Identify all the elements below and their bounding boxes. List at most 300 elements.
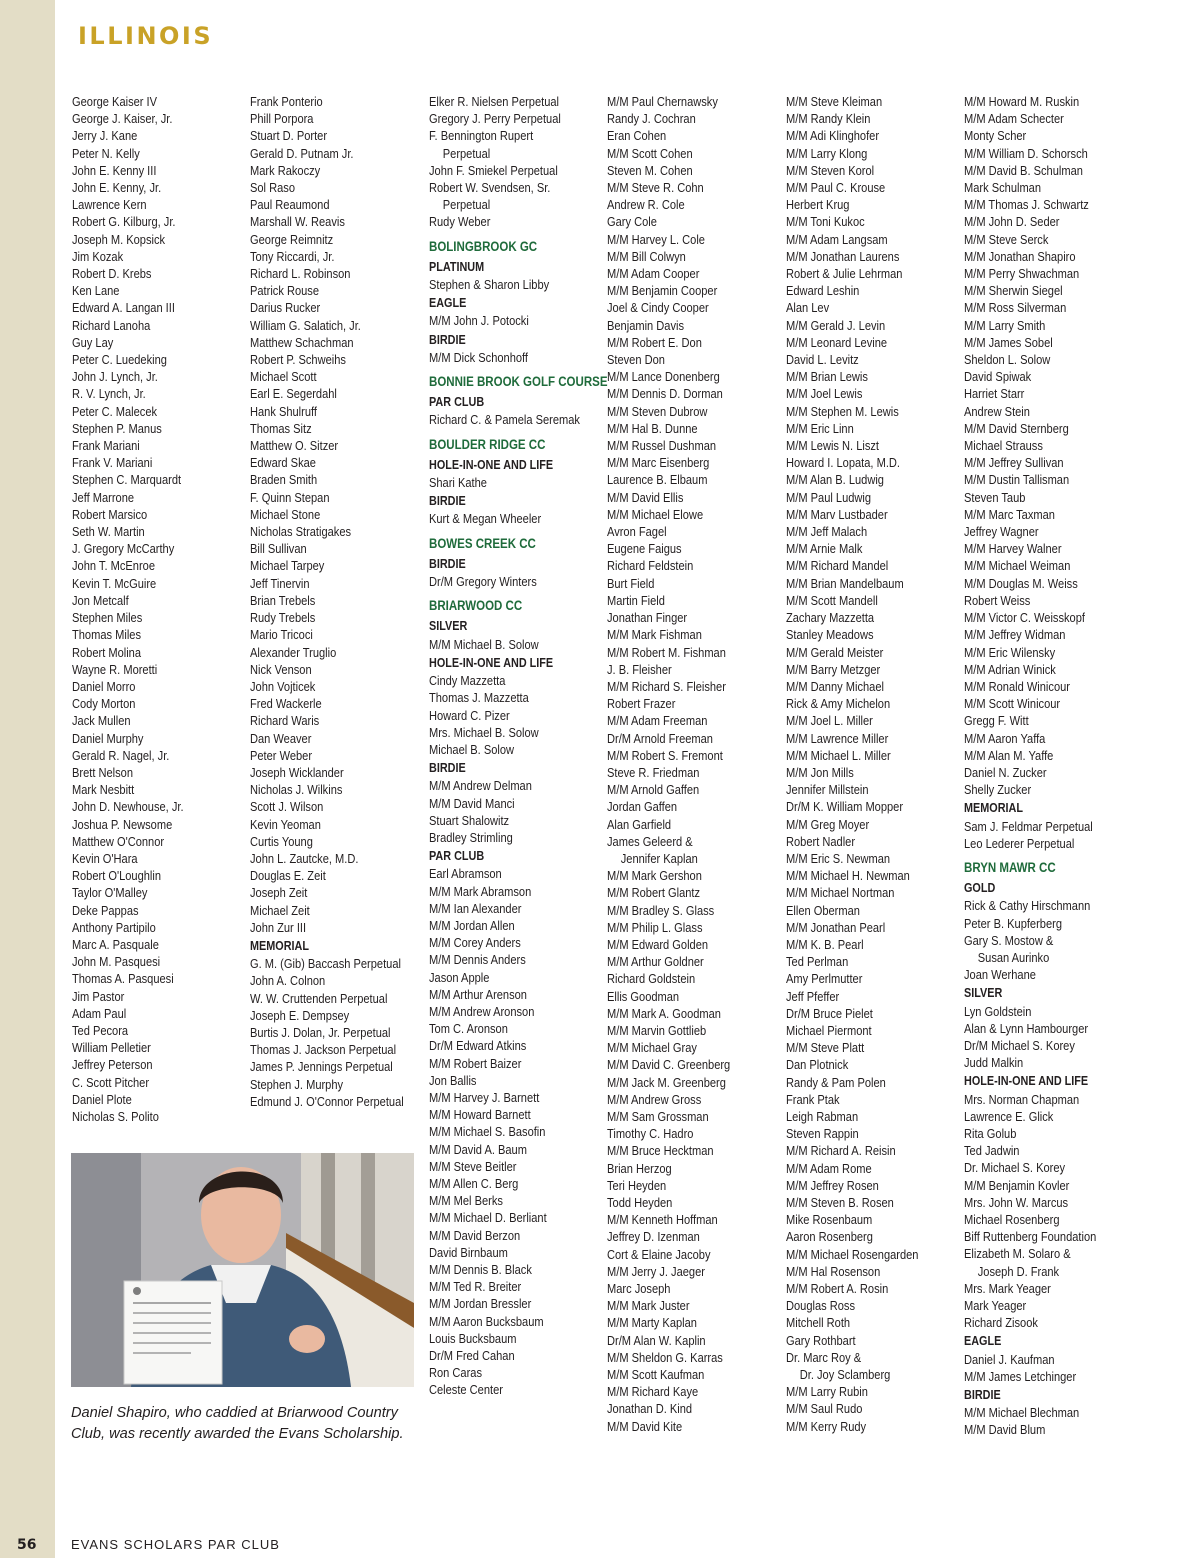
donor-name: Douglas Ross — [786, 1298, 856, 1314]
donor-name: Nicholas Stratigakes — [250, 524, 352, 540]
donor-name: M/M Benjamin Kovler — [964, 1177, 1070, 1193]
donor-name: W. W. Cruttenden Perpetual — [250, 990, 388, 1006]
donor-name: M/M Michael B. Solow — [429, 636, 539, 652]
donor-name: Matthew O. Sitzer — [250, 438, 339, 454]
donor-name: Stephen Miles — [72, 610, 143, 626]
club-heading: BONNIE BROOK GOLF COURSE — [429, 374, 608, 390]
donor-name: M/M Larry Smith — [964, 317, 1046, 333]
donor-name-continuation: Susan Aurinko — [977, 949, 1050, 965]
donor-name: Jeffrey Wagner — [964, 524, 1039, 540]
donor-name: Richard Lanoha — [72, 317, 151, 333]
scholar-photo — [71, 1153, 414, 1387]
donor-name: M/M Alan B. Ludwig — [786, 472, 884, 488]
donor-name: Steven Rappin — [786, 1126, 859, 1142]
donor-name: Jeff Marrone — [72, 489, 135, 505]
donor-name: M/M Joel Lewis — [786, 386, 863, 402]
donor-name: Nicholas J. Wilkins — [250, 782, 343, 798]
donor-name: Benjamin Davis — [607, 317, 685, 333]
donor-name: M/M Eric Wilensky — [964, 644, 1056, 660]
donor-name: Dr/M K. William Mopper — [786, 799, 904, 815]
donor-name: Matthew Schachman — [250, 334, 354, 350]
donor-name: M/M Jonathan Pearl — [786, 919, 886, 935]
donor-name: Joseph E. Dempsey — [250, 1007, 350, 1023]
donor-name: Celeste Center — [429, 1382, 503, 1398]
donor-name: Stanley Meadows — [786, 627, 874, 643]
donor-name: Ted Pecora — [72, 1022, 129, 1038]
donor-name: Leigh Rabman — [786, 1108, 859, 1124]
giving-level-heading: EAGLE — [964, 1334, 1002, 1349]
donor-name: M/M Arthur Arenson — [429, 986, 527, 1002]
donor-name: M/M Harvey J. Barnett — [429, 1089, 540, 1105]
donor-column-1 — [72, 93, 223, 1125]
donor-name: M/M William D. Schorsch — [964, 145, 1088, 161]
donor-name: Scott J. Wilson — [250, 799, 324, 815]
donor-name: John E. Kenny III — [72, 162, 157, 178]
donor-name: Laurence B. Elbaum — [607, 472, 708, 488]
donor-name: M/M Adrian Winick — [964, 661, 1056, 677]
donor-name: M/M David Berzon — [429, 1227, 521, 1243]
giving-level-heading: BIRDIE — [429, 494, 466, 509]
donor-name: M/M Scott Mandell — [786, 592, 878, 608]
club-heading: BOWES CREEK CC — [429, 535, 536, 551]
donor-name: M/M Robert Glantz — [607, 885, 701, 901]
donor-name: M/M Bradley S. Glass — [607, 902, 715, 918]
donor-name: John E. Kenny, Jr. — [72, 180, 162, 196]
donor-name: Cody Morton — [72, 696, 136, 712]
donor-name: Frank Mariani — [72, 438, 140, 454]
donor-name: M/M Andrew Aronson — [429, 1003, 535, 1019]
donor-name: George J. Kaiser, Jr. — [72, 111, 173, 127]
donor-name: David Birnbaum — [429, 1244, 508, 1260]
donor-name: Mrs. John W. Marcus — [964, 1194, 1069, 1210]
donor-name: M/M Bruce Hecktman — [607, 1143, 714, 1159]
donor-name: Jon Ballis — [429, 1072, 477, 1088]
donor-name: Michael Zeit — [250, 902, 310, 918]
donor-name: Brian Herzog — [607, 1160, 672, 1176]
donor-name: Jeff Tinervin — [250, 575, 310, 591]
donor-name: Eran Cohen — [607, 128, 667, 144]
donor-name: M/M Aaron Bucksbaum — [429, 1313, 544, 1329]
donor-name: Thomas A. Pasquesi — [72, 971, 174, 987]
donor-name: Rudy Weber — [429, 214, 491, 230]
donor-name: Aaron Rosenberg — [786, 1229, 873, 1245]
donor-name: M/M Lawrence Miller — [786, 730, 889, 746]
donor-name: M/M Ian Alexander — [429, 900, 522, 916]
donor-name: Frank Ponterio — [250, 94, 323, 109]
donor-name: M/M Sheldon G. Karras — [607, 1349, 723, 1365]
donor-name: M/M Eric S. Newman — [786, 850, 891, 866]
donor-name: Patrick Rouse — [250, 283, 320, 299]
donor-name: Thomas J. Mazzetta — [429, 690, 529, 706]
donor-name: Jerry J. Kane — [72, 128, 138, 144]
donor-name: Gerald D. Putnam Jr. — [250, 145, 354, 161]
donor-name: Edward Leshin — [786, 283, 860, 299]
club-heading: BOLINGBROOK GC — [429, 238, 538, 254]
donor-name: Peter B. Kupferberg — [964, 915, 1062, 931]
donor-name: Richard Zisook — [964, 1315, 1038, 1331]
donor-name: Rick & Amy Michelon — [786, 696, 891, 712]
donor-name: M/M Eric Linn — [786, 420, 854, 436]
donor-name: Andrew Stein — [964, 403, 1030, 419]
donor-name: M/M Michael Gray — [607, 1040, 697, 1056]
donor-name: M/M Michael D. Berliant — [429, 1210, 547, 1226]
donor-name: Kevin O'Hara — [72, 850, 138, 866]
donor-name: William G. Salatich, Jr. — [250, 317, 361, 333]
donor-name: Peter Weber — [250, 747, 313, 763]
donor-name: M/M Douglas M. Weiss — [964, 575, 1078, 591]
donor-name: M/M Adam Freeman — [607, 713, 708, 729]
donor-name: M/M Ronald Winicour — [964, 678, 1070, 694]
donor-name: M/M Aaron Yaffa — [964, 730, 1046, 746]
donor-name: Robert Nadler — [786, 833, 856, 849]
donor-name: Cindy Mazzetta — [429, 673, 506, 689]
donor-name: Marc A. Pasquale — [72, 936, 159, 952]
donor-name: Joseph M. Kopsick — [72, 231, 166, 247]
donor-name: Michael B. Solow — [429, 741, 515, 757]
donor-name: Jon Metcalf — [72, 592, 129, 608]
giving-level-heading: HOLE-IN-ONE AND LIFE — [964, 1074, 1089, 1089]
donor-name: M/M Adam Langsam — [786, 231, 888, 247]
donor-name: Richard Waris — [250, 713, 320, 729]
donor-name: M/M Larry Klong — [786, 145, 868, 161]
donor-name: Dan Plotnick — [786, 1057, 849, 1073]
donor-name: Alan Garfield — [607, 816, 672, 832]
donor-name: Anthony Partipilo — [72, 919, 156, 935]
donor-name: M/M Marty Kaplan — [607, 1315, 697, 1331]
donor-name: Robert D. Krebs — [72, 266, 152, 282]
donor-name: Rick & Cathy Hirschmann — [964, 898, 1091, 914]
donor-name: M/M Jeff Malach — [786, 524, 868, 540]
donor-name: Ellen Oberman — [786, 902, 860, 918]
donor-name: Howard I. Lopata, M.D. — [786, 455, 900, 471]
donor-name: Tony Riccardi, Jr. — [250, 248, 335, 264]
donor-name: Amy Perlmutter — [786, 971, 863, 987]
donor-name: M/M Jordan Bressler — [429, 1296, 532, 1312]
giving-level-heading: MEMORIAL — [250, 938, 309, 953]
donor-name: Dr/M Edward Atkins — [429, 1038, 527, 1054]
donor-name: M/M Jack M. Greenberg — [607, 1074, 726, 1090]
donor-name: Darius Rucker — [250, 300, 321, 316]
donor-name: M/M Paul Chernawsky — [607, 94, 718, 109]
donor-name: M/M Mark A. Goodman — [607, 1005, 721, 1021]
donor-name: M/M David C. Greenberg — [607, 1057, 731, 1073]
state-heading: ILLINOIS — [78, 22, 214, 50]
donor-name: Marshall W. Reavis — [250, 214, 345, 230]
donor-name: M/M John D. Seder — [964, 214, 1060, 230]
giving-level-heading: BIRDIE — [429, 556, 466, 571]
donor-name: M/M Brian Mandelbaum — [786, 575, 904, 591]
donor-name: Jeff Pfeffer — [786, 988, 840, 1004]
donor-name: Gerald R. Nagel, Jr. — [72, 747, 170, 763]
donor-name: M/M Jeffrey Sullivan — [964, 455, 1064, 471]
donor-name: M/M Steve Platt — [786, 1040, 865, 1056]
donor-column-6 — [964, 93, 1115, 1439]
donor-name: M/M Sherwin Siegel — [964, 283, 1063, 299]
donor-name: M/M David Sternberg — [964, 420, 1069, 436]
donor-name: M/M James Letchinger — [964, 1368, 1077, 1384]
donor-name: J. B. Fleisher — [607, 661, 672, 677]
donor-name: Rudy Trebels — [250, 610, 316, 626]
donor-name: Michael Scott — [250, 369, 317, 385]
donor-name: M/M Corey Anders — [429, 935, 521, 951]
club-heading: BRYN MAWR CC — [964, 859, 1056, 875]
donor-name: M/M Andrew Delman — [429, 778, 532, 794]
giving-level-heading: HOLE-IN-ONE AND LIFE — [429, 457, 554, 472]
donor-column-2 — [250, 93, 404, 1110]
donor-name: Kurt & Megan Wheeler — [429, 511, 542, 527]
donor-name: Dr/M Gregory Winters — [429, 574, 537, 590]
donor-name: Edward Skae — [250, 455, 316, 471]
donor-name: Daniel J. Kaufman — [964, 1351, 1055, 1367]
donor-name: Alexander Truglio — [250, 644, 337, 660]
donor-name: M/M Ted R. Breiter — [429, 1279, 522, 1295]
donor-name: M/M Steven Korol — [786, 162, 875, 178]
donor-name: Dr/M Michael S. Korey — [964, 1037, 1075, 1053]
donor-name: Guy Lay — [72, 334, 114, 350]
donor-name: Shelly Zucker — [964, 782, 1032, 798]
donor-column-5 — [786, 93, 937, 1435]
donor-name: M/M Larry Rubin — [786, 1384, 868, 1400]
donor-name: M/M Dick Schonhoff — [429, 349, 528, 365]
donor-name: Tom C. Aronson — [429, 1021, 508, 1037]
donor-name: M/M Hal B. Dunne — [607, 420, 698, 436]
page-number: 56 — [17, 1537, 37, 1553]
donor-name: Ted Jadwin — [964, 1143, 1020, 1159]
donor-name: M/M Stephen M. Lewis — [786, 403, 899, 419]
donor-name: Randy J. Cochran — [607, 111, 696, 127]
donor-name: Gary S. Mostow & — [964, 932, 1054, 948]
giving-level-heading: PAR CLUB — [429, 395, 485, 410]
donor-name: Robert Marsico — [72, 506, 148, 522]
donor-name: M/M Michael Rosengarden — [786, 1246, 919, 1262]
donor-name: Judd Malkin — [964, 1055, 1024, 1071]
donor-name: M/M Steve Serck — [964, 231, 1049, 247]
donor-name: Alan Lev — [786, 300, 830, 316]
donor-name: John F. Smiekel Perpetual — [429, 162, 558, 178]
donor-name: M/M Sam Grossman — [607, 1108, 709, 1124]
donor-name: M/M Alan M. Yaffe — [964, 747, 1054, 763]
donor-name: M/M Toni Kukoc — [786, 214, 865, 230]
donor-name: Wayne R. Moretti — [72, 661, 158, 677]
donor-name: Richard Feldstein — [607, 558, 694, 574]
donor-name: M/M Harvey Walner — [964, 541, 1062, 557]
donor-name: Bill Sullivan — [250, 541, 307, 557]
donor-name: Stuart Shalowitz — [429, 812, 510, 828]
donor-name: Timothy C. Hadro — [607, 1126, 694, 1142]
donor-name: John Zur III — [250, 919, 307, 935]
donor-name: Michael Stone — [250, 506, 321, 522]
donor-name: M/M Russel Dushman — [607, 438, 717, 454]
donor-name: Bradley Strimling — [429, 829, 513, 845]
donor-name: Louis Bucksbaum — [429, 1330, 517, 1346]
giving-level-heading: SILVER — [964, 986, 1003, 1001]
donor-name: Robert Weiss — [964, 592, 1031, 608]
donor-name: M/M Paul Ludwig — [786, 489, 872, 505]
donor-column-4 — [607, 93, 758, 1435]
donor-name: Robert W. Svendsen, Sr. — [429, 180, 551, 196]
donor-name: Alan & Lynn Hambourger — [964, 1020, 1089, 1036]
donor-name: Sheldon L. Solow — [964, 352, 1051, 368]
donor-name: Mrs. Michael B. Solow — [429, 724, 539, 740]
donor-name: Sol Raso — [250, 180, 295, 196]
donor-name: M/M Richard Kaye — [607, 1384, 699, 1400]
giving-level-heading: PLATINUM — [429, 259, 485, 274]
donor-name: Kevin Yeoman — [250, 816, 321, 832]
donor-name: M/M Hal Rosenson — [786, 1263, 881, 1279]
donor-name: Stephen C. Marquardt — [72, 472, 182, 488]
donor-name: Dr/M Fred Cahan — [429, 1348, 515, 1364]
giving-level-heading: BIRDIE — [964, 1388, 1001, 1403]
donor-column-3 — [429, 93, 608, 1399]
donor-name: M/M Michael L. Miller — [786, 747, 891, 763]
donor-name: Nicholas S. Polito — [72, 1108, 159, 1124]
donor-name: Mark Schulman — [964, 180, 1042, 196]
donor-name: Michael Tarpey — [250, 558, 325, 574]
donor-name: Phill Porpora — [250, 111, 314, 127]
donor-name: M/M Marv Lustbader — [786, 506, 888, 522]
donor-name: M/M Steven B. Rosen — [786, 1195, 894, 1210]
donor-name: Dr/M Bruce Pielet — [786, 1005, 873, 1021]
donor-name: M/M K. B. Pearl — [786, 936, 864, 952]
donor-name: M/M Scott Winicour — [964, 696, 1061, 712]
donor-name: M/M David Blum — [964, 1422, 1046, 1438]
donor-name: Jack Mullen — [72, 713, 131, 729]
donor-name: John J. Lynch, Jr. — [72, 369, 158, 385]
donor-name: M/M Philip L. Glass — [607, 919, 703, 935]
donor-name: Gregory J. Perry Perpetual — [429, 111, 561, 127]
donor-name: Michael Piermont — [786, 1022, 872, 1038]
donor-name: David Spiwak — [964, 369, 1032, 385]
page-edge-strip — [0, 0, 55, 1558]
donor-name: Steven M. Cohen — [607, 162, 693, 178]
donor-name: Jeffrey Peterson — [72, 1057, 153, 1073]
donor-name: Robert Frazer — [607, 696, 676, 712]
donor-name: M/M Kerry Rudy — [786, 1418, 867, 1434]
donor-name: M/M Bill Colwyn — [607, 248, 686, 264]
donor-name: M/M Jon Mills — [786, 764, 854, 780]
donor-name: M/M Mel Berks — [429, 1193, 503, 1209]
donor-name-continuation: Perpetual — [442, 145, 491, 161]
donor-name: M/M Brian Lewis — [786, 369, 868, 385]
donor-name: Joan Werhane — [964, 967, 1036, 983]
donor-name: Stuart D. Porter — [250, 128, 328, 144]
donor-name-continuation: Dr. Joy Sclamberg — [799, 1367, 891, 1383]
donor-name: David L. Levitz — [786, 352, 859, 368]
donor-name: Stephen & Sharon Libby — [429, 277, 550, 293]
donor-name: M/M Paul C. Krouse — [786, 180, 886, 196]
giving-level-heading: BIRDIE — [429, 761, 466, 776]
donor-name: Edmund J. O'Connor Perpetual — [250, 1093, 404, 1109]
donor-name: Daniel N. Zucker — [964, 764, 1047, 780]
donor-name: M/M Kenneth Hoffman — [607, 1212, 718, 1228]
donor-name: Thomas Miles — [72, 627, 142, 643]
donor-name: Gary Cole — [607, 214, 657, 230]
donor-name: R. V. Lynch, Jr. — [72, 386, 146, 402]
donor-name: Joseph Zeit — [250, 885, 308, 901]
donor-name: Martin Field — [607, 592, 665, 608]
donor-name: Mark Nesbitt — [72, 782, 135, 798]
donor-name: M/M Michael Blechman — [964, 1405, 1080, 1421]
donor-name: M/M Danny Michael — [786, 678, 884, 694]
donor-name: M/M Robert E. Don — [607, 334, 702, 350]
donor-name: Deke Pappas — [72, 902, 139, 918]
donor-name: M/M Steven Dubrow — [607, 403, 708, 419]
donor-name: M/M Saul Rudo — [786, 1401, 863, 1417]
donor-name: M/M Benjamin Cooper — [607, 283, 718, 299]
donor-name: Peter C. Luedeking — [72, 352, 167, 368]
donor-name: J. Gregory McCarthy — [72, 541, 175, 557]
donor-name: M/M Thomas J. Schwartz — [964, 197, 1089, 213]
donor-name: M/M Steve R. Cohn — [607, 180, 704, 196]
giving-level-heading: MEMORIAL — [964, 801, 1023, 816]
donor-name: M/M Edward Golden — [607, 936, 709, 952]
donor-name: John M. Pasquesi — [72, 954, 161, 970]
donor-name: Lawrence E. Glick — [964, 1108, 1054, 1124]
donor-name: Richard L. Robinson — [250, 266, 351, 282]
donor-name: Burt Field — [607, 575, 655, 591]
donor-name: James Geleerd & — [607, 833, 693, 849]
giving-level-heading: HOLE-IN-ONE AND LIFE — [429, 655, 554, 670]
donor-name: M/M John J. Potocki — [429, 313, 529, 329]
donor-name: M/M Robert M. Fishman — [607, 644, 726, 660]
donor-name: M/M Robert A. Rosin — [786, 1281, 889, 1297]
donor-name: Teri Heyden — [607, 1177, 667, 1193]
donor-name: M/M David A. Baum — [429, 1141, 527, 1157]
donor-name: M/M Joel L. Miller — [786, 713, 873, 729]
giving-level-heading: SILVER — [429, 619, 468, 634]
donor-name: F. Bennington Rupert — [429, 128, 534, 144]
donor-name: Ted Perlman — [786, 954, 849, 970]
donor-name: Harriet Starr — [964, 386, 1025, 402]
donor-name: M/M Michael Nortman — [786, 885, 895, 901]
donor-name: Joseph Wicklander — [250, 764, 344, 780]
donor-name: M/M Howard Barnett — [429, 1107, 531, 1123]
donor-name: Frank V. Mariani — [72, 455, 153, 471]
donor-name: Steven Don — [607, 352, 665, 368]
donor-name: Dr. Marc Roy & — [786, 1349, 862, 1365]
donor-name: Peter C. Malecek — [72, 403, 158, 419]
donor-name: Dan Weaver — [250, 730, 312, 746]
donor-name: Howard C. Pizer — [429, 707, 510, 723]
donor-name: Jennifer Millstein — [786, 782, 869, 798]
giving-level-heading: EAGLE — [429, 296, 467, 311]
donor-name: Joshua P. Newsome — [72, 816, 173, 832]
donor-name: M/M Dennis Anders — [429, 952, 526, 968]
donor-name: Gregg F. Witt — [964, 713, 1029, 729]
donor-name: Braden Smith — [250, 472, 318, 488]
donor-name: Dr/M Arnold Freeman — [607, 730, 713, 746]
donor-name: M/M Mark Abramson — [429, 883, 532, 899]
donor-name: C. Scott Pitcher — [72, 1074, 150, 1090]
donor-name: Stephen P. Manus — [72, 420, 162, 436]
donor-name: M/M Michael S. Basofin — [429, 1124, 546, 1140]
donor-name: Earl Abramson — [429, 866, 502, 882]
donor-name: Steve R. Friedman — [607, 764, 700, 780]
donor-name: M/M Marc Eisenberg — [607, 455, 710, 471]
donor-name-continuation: Joseph D. Frank — [977, 1263, 1060, 1279]
donor-name: Daniel Plote — [72, 1091, 132, 1107]
donor-name: M/M Dustin Tallisman — [964, 472, 1070, 488]
footer-publication-title: EVANS SCHOLARS PAR CLUB — [71, 1537, 280, 1552]
giving-level-heading: BIRDIE — [429, 332, 466, 347]
donor-name: M/M Howard M. Ruskin — [964, 94, 1080, 109]
donor-name: Eugene Faigus — [607, 541, 682, 557]
donor-name: Andrew R. Cole — [607, 197, 685, 213]
donor-name: M/M Randy Klein — [786, 111, 871, 127]
donor-name: M/M Arthur Goldner — [607, 954, 704, 970]
donor-name: Paul Reaumond — [250, 197, 330, 213]
donor-name: Nick Venson — [250, 661, 312, 677]
